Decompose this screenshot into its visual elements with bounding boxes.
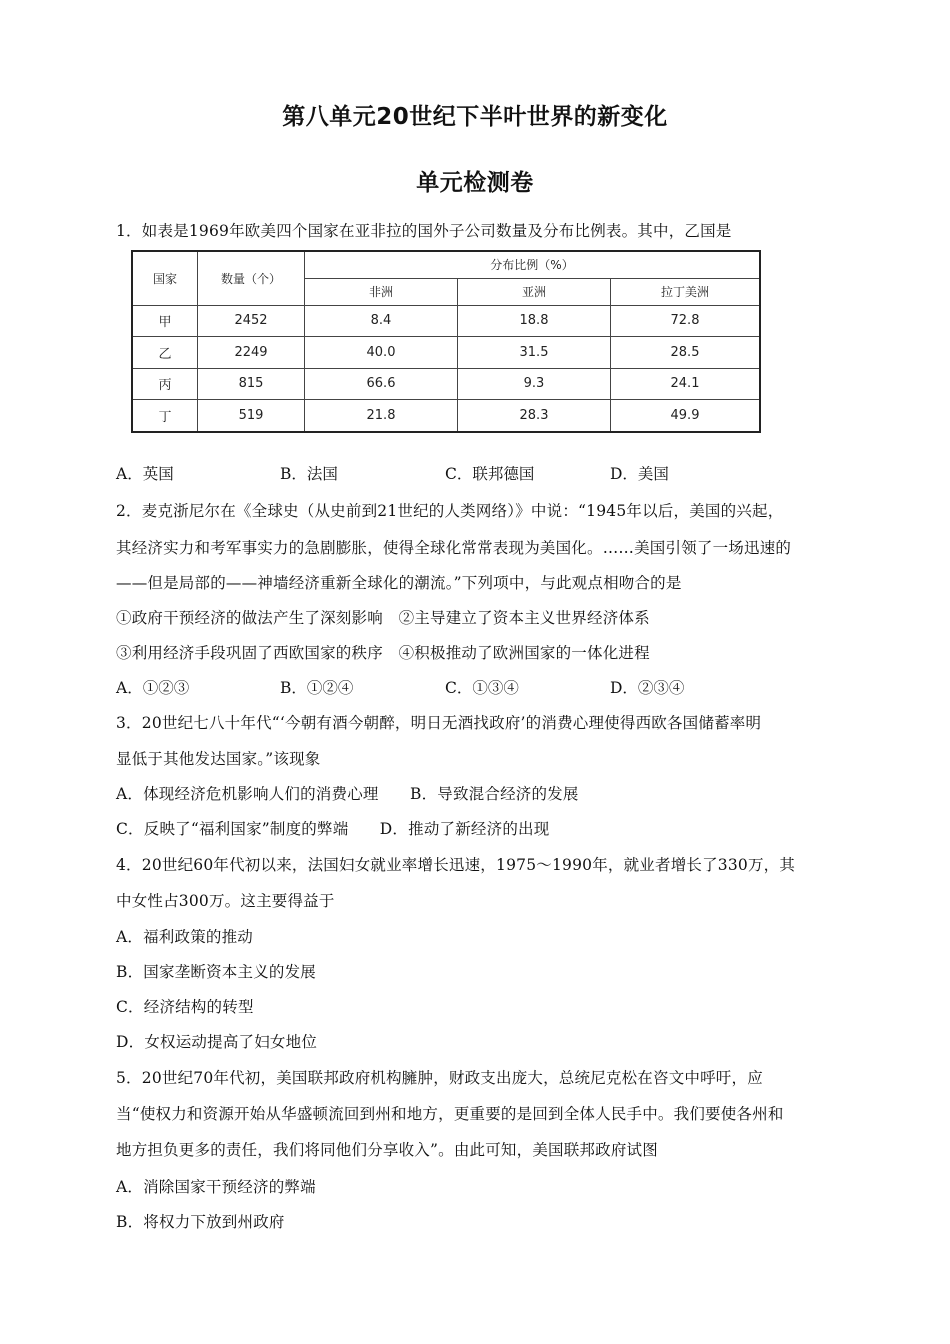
page-subtitle: 单元检测卷: [416, 170, 534, 196]
header-distribution: 分布比例（%）: [305, 251, 761, 278]
q4-option-a[interactable]: A．福利政策的推动: [116, 928, 253, 946]
cell-country: 乙: [132, 337, 198, 369]
cell-count: 2249: [198, 337, 305, 369]
q2-stem-line: 其经济实力和考军事实力的急剧膨胀，使得全球化常常表现为美国化。……美国引领了一场迅速的: [116, 539, 792, 557]
q2-statement-line: ③利用经济手段巩固了西欧国家的秩序 ④积极推动了欧洲国家的一体化进程: [116, 644, 650, 662]
q1-stem: 1．如表是1969年欧美四个国家在亚非拉的国外子公司数量及分布比例表。其中，乙国是: [116, 222, 732, 240]
cell-asia: 28.3: [458, 400, 611, 432]
q2-statement-line: ①政府干预经济的做法产生了深刻影响 ②主导建立了资本主义世界经济体系: [116, 609, 650, 627]
q2-stem-line: 2．麦克浙尼尔在《全球史（从史前到21世纪的人类网络）》中说：“1945年以后，美国的兴起，: [116, 502, 784, 520]
q3-stem-line: 3．20世纪七八十年代“‘今朝有酒今朝醉，明日无酒找政府’的消费心理使得西欧各国储蓄率明: [116, 714, 762, 732]
cell-count: 2452: [198, 305, 305, 337]
cell-africa: 21.8: [305, 400, 458, 432]
cell-latin-america: 28.5: [611, 337, 761, 369]
header-africa: 非洲: [305, 278, 458, 305]
cell-asia: 31.5: [458, 337, 611, 369]
q1-option-c[interactable]: C．联邦德国: [445, 465, 535, 483]
q5-stem-line: 5．20世纪70年代初，美国联邦政府机构臃肿，财政支出庞大，总统尼克松在咨文中呼吁，应: [116, 1069, 763, 1087]
q1-table: [131, 250, 761, 433]
header-latin-america: 拉丁美洲: [611, 278, 761, 305]
cell-count: 815: [198, 368, 305, 400]
cell-country: 丙: [132, 368, 198, 400]
q2-option-c[interactable]: C．①③④: [445, 679, 519, 697]
table-row: [132, 400, 760, 432]
cell-count: 519: [198, 400, 305, 432]
q1-option-d[interactable]: D．美国: [610, 465, 669, 483]
header-country: 国家: [132, 251, 198, 305]
q1-option-a[interactable]: A．英国: [116, 465, 174, 483]
q3-options-cd[interactable]: C．反映了“福利国家”制度的弊端 D．推动了新经济的出现: [116, 820, 550, 838]
q4-stem-line: 4．20世纪60年代初以来，法国妇女就业率增长迅速，1975～1990年，就业者增长了330万，其: [116, 856, 796, 874]
q2-options: [116, 676, 856, 698]
q4-option-d[interactable]: D．女权运动提高了妇女地位: [116, 1033, 318, 1051]
cell-latin-america: 72.8: [611, 305, 761, 337]
cell-asia: 18.8: [458, 305, 611, 337]
q4-stem-line: 中女性占300万。这主要得益于: [116, 892, 335, 910]
table-row: [132, 337, 760, 369]
q4-option-b[interactable]: B．国家垄断资本主义的发展: [116, 963, 316, 981]
q5-stem-line: 当“使权力和资源开始从华盛顿流回到州和地方，更重要的是回到全体人民手中。我们要使各州和: [116, 1105, 784, 1123]
q1-options: [116, 462, 856, 484]
table-row: [132, 368, 760, 400]
table-row: [132, 305, 760, 337]
cell-asia: 9.3: [458, 368, 611, 400]
q4-option-c[interactable]: C．经济结构的转型: [116, 998, 254, 1016]
page-title: 第八单元20世纪下半叶世界的新变化: [282, 104, 668, 130]
q2-stem-line: ——但是局部的——神墙经济重新全球化的潮流。”下列项中，与此观点相吻合的是: [116, 574, 682, 592]
q2-option-a[interactable]: A．①②③: [116, 679, 190, 697]
q5-stem-line: 地方担负更多的责任，我们将同他们分享收入”。由此可知，美国联邦政府试图: [116, 1141, 658, 1159]
cell-latin-america: 24.1: [611, 368, 761, 400]
q3-stem-line: 显低于其他发达国家。”该现象: [116, 750, 321, 768]
q3-options-ab[interactable]: A．体现经济危机影响人们的消费心理 B．导致混合经济的发展: [116, 785, 579, 803]
cell-africa: 8.4: [305, 305, 458, 337]
q5-option-b[interactable]: B．将权力下放到州政府: [116, 1213, 285, 1231]
cell-africa: 66.6: [305, 368, 458, 400]
header-asia: 亚洲: [458, 278, 611, 305]
cell-latin-america: 49.9: [611, 400, 761, 432]
cell-country: 丁: [132, 400, 198, 432]
cell-africa: 40.0: [305, 337, 458, 369]
q1-option-b[interactable]: B．法国: [280, 465, 338, 483]
q2-option-b[interactable]: B．①②④: [280, 679, 354, 697]
header-count: 数量（个）: [198, 251, 305, 305]
q5-option-a[interactable]: A．消除国家干预经济的弊端: [116, 1178, 316, 1196]
cell-country: 甲: [132, 305, 198, 337]
q2-option-d[interactable]: D．②③④: [610, 679, 685, 697]
